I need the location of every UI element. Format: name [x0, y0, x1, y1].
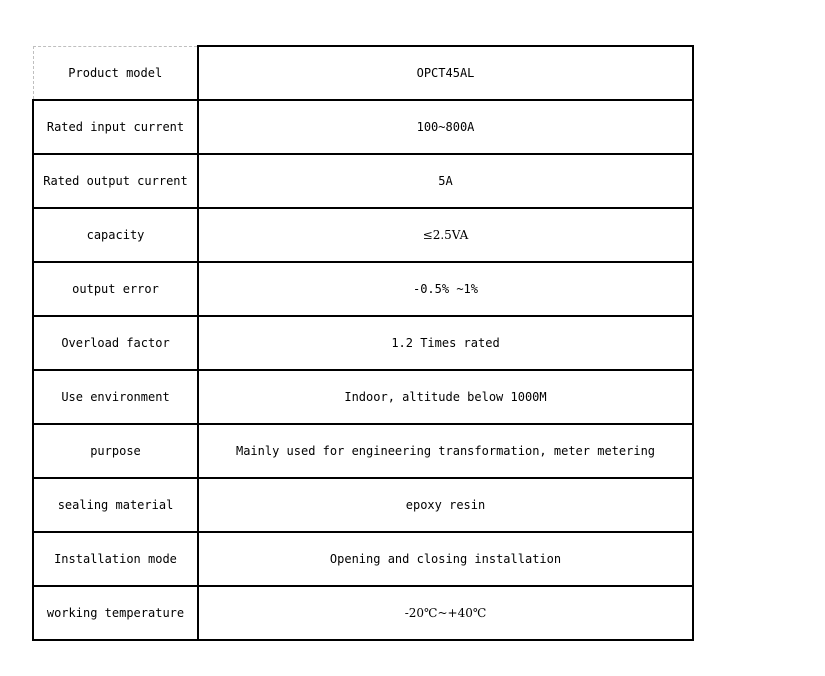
row-label: purpose [33, 424, 198, 478]
row-value: ≤2.5VA [198, 208, 693, 262]
row-label: sealing material [33, 478, 198, 532]
row-label: working temperature [33, 586, 198, 640]
table-row [33, 100, 693, 154]
row-label: Installation mode [33, 532, 198, 586]
row-label: Rated output current [33, 154, 198, 208]
row-value: Indoor, altitude below 1000M [198, 370, 693, 424]
row-value: epoxy resin [198, 478, 693, 532]
row-label: Use environment [33, 370, 198, 424]
row-label: Rated input current [33, 100, 198, 154]
row-value: 1.2 Times rated [198, 316, 693, 370]
row-label: Overload factor [33, 316, 198, 370]
row-value: Opening and closing installation [198, 532, 693, 586]
row-label: Product model [33, 46, 198, 100]
table-row [33, 532, 693, 586]
table-row [33, 424, 693, 478]
row-value: OPCT45AL [198, 46, 693, 100]
table-row [33, 370, 693, 424]
table-row [33, 478, 693, 532]
table-row [33, 46, 693, 100]
row-label: output error [33, 262, 198, 316]
row-label: capacity [33, 208, 198, 262]
row-value: -0.5% ~1% [198, 262, 693, 316]
table-row [33, 208, 693, 262]
row-value: Mainly used for engineering transformation, meter metering [198, 424, 693, 478]
row-value: 100~800A [198, 100, 693, 154]
spec-table [32, 45, 694, 641]
table-row [33, 586, 693, 640]
table-row [33, 154, 693, 208]
table-row [33, 316, 693, 370]
row-value: -20℃~+40℃ [198, 586, 693, 640]
table-row [33, 262, 693, 316]
row-value: 5A [198, 154, 693, 208]
